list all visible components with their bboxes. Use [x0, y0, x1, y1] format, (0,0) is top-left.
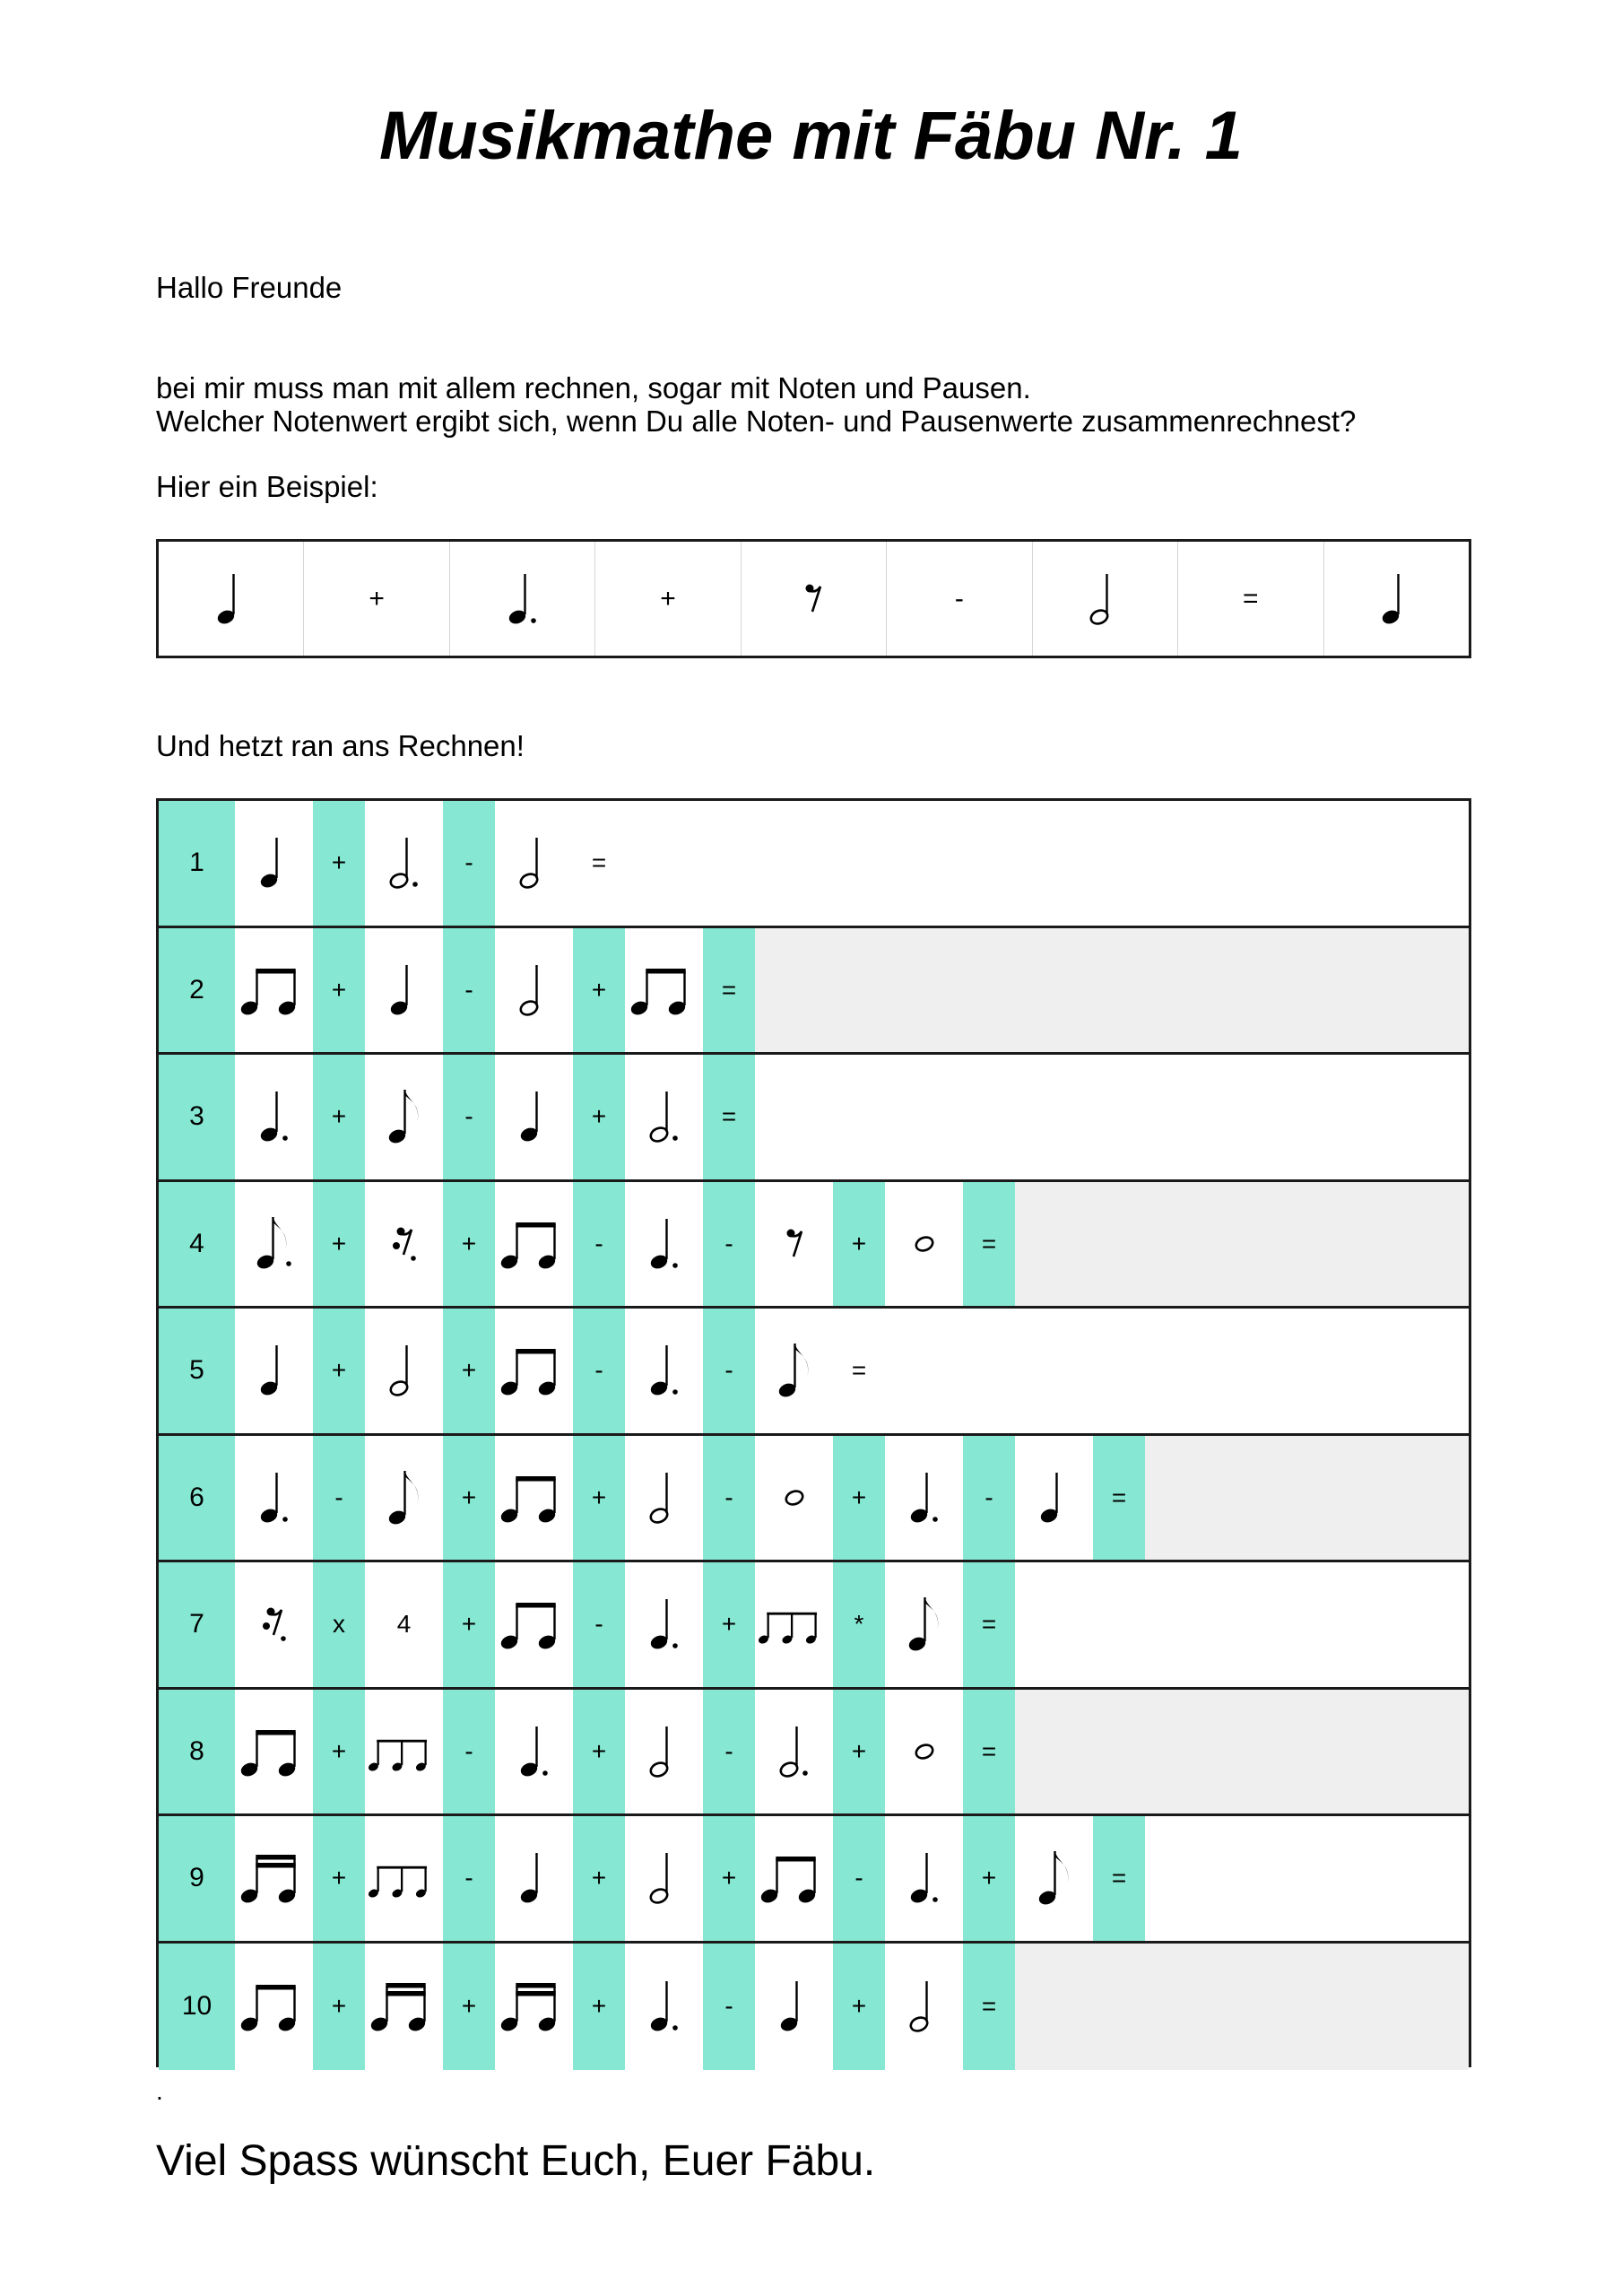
half-icon: [1067, 561, 1142, 637]
exercise-row: [159, 801, 1469, 928]
half-icon: [627, 1714, 702, 1789]
note-cell: [365, 1182, 443, 1307]
operator-cell: [313, 1055, 365, 1179]
exercise-number: 4: [189, 1228, 204, 1258]
exercise-number-cell: [159, 1436, 235, 1561]
exercise-row: [159, 1816, 1469, 1944]
operator-cell: [573, 801, 625, 926]
two-eighths-icon: [497, 1333, 572, 1408]
note-cell: [365, 928, 443, 1053]
example-note-cell: [450, 542, 595, 656]
note-cell: [365, 1816, 443, 1941]
eighth-icon: [887, 1587, 962, 1662]
note-cell: [755, 1816, 833, 1941]
operator-cell: [833, 1309, 885, 1433]
plus-sign: +: [461, 1992, 477, 2021]
note-cell: [495, 801, 573, 926]
minus-sign: -: [464, 1736, 473, 1765]
operator-cell: [573, 1562, 625, 1687]
equals-sign: =: [1111, 1864, 1127, 1892]
note-cell: [495, 1944, 573, 2071]
note-cell: [885, 1944, 963, 2071]
dotted-quarter-icon: [237, 1079, 312, 1154]
plus-sign: +: [331, 1736, 347, 1765]
note-cell: [625, 1690, 703, 1814]
exercise-number-cell: [159, 1690, 235, 1814]
note-cell: [755, 1690, 833, 1814]
note-cell: [625, 1309, 703, 1433]
example-note-cell: [159, 542, 304, 656]
exercise-number: 5: [189, 1355, 204, 1386]
dotted-sixteenth-rest-icon: [367, 1206, 442, 1282]
dotted-quarter-icon: [627, 1206, 702, 1282]
plus-sign: +: [461, 1483, 477, 1511]
note-cell: [365, 1309, 443, 1433]
note-cell: [625, 1816, 703, 1941]
note-cell: [235, 1690, 313, 1814]
equals-sign: =: [851, 1356, 867, 1385]
minus-sign: -: [464, 975, 473, 1004]
minus-sign: -: [464, 848, 473, 877]
operator-cell: [313, 1816, 365, 1941]
note-cell: [885, 1182, 963, 1307]
dotted-quarter-icon: [497, 1714, 572, 1789]
example-label: Hier ein Beispiel:: [156, 470, 378, 503]
operator-cell: [963, 1816, 1015, 1941]
example-operator: [595, 542, 741, 656]
operator-cell: [313, 1690, 365, 1814]
exercise-row: [159, 928, 1469, 1056]
note-cell: [625, 1055, 703, 1179]
example-note-cell: [1033, 542, 1178, 656]
whole-icon: [887, 1714, 962, 1789]
operator-cell: [963, 1944, 1015, 2071]
exercise-row: [159, 1562, 1469, 1690]
half-icon: [887, 1969, 962, 2044]
plus-sign: +: [331, 1356, 347, 1385]
plus-sign: +: [331, 1229, 347, 1257]
operator-cell: [573, 1816, 625, 1941]
quarter-icon: [194, 561, 269, 637]
operator-cell: [1093, 1816, 1145, 1941]
plus-sign: +: [591, 1992, 607, 2021]
note-cell: [1015, 1436, 1093, 1561]
exercise-row: [159, 1436, 1469, 1563]
note-cell: [885, 1436, 963, 1561]
exercise-number: 9: [189, 1863, 204, 1893]
operator-cell: [703, 1055, 755, 1179]
exercise-number-cell: [159, 1816, 235, 1941]
equals-sign: =: [1111, 1483, 1127, 1511]
separator-dot: .: [156, 2077, 163, 2105]
equals-sign: =: [1243, 583, 1259, 613]
minus-sign: -: [724, 1356, 733, 1385]
plus-sign: +: [591, 975, 607, 1004]
plus-sign: +: [660, 583, 676, 613]
closing-text: Viel Spass wünscht Euch, Euer Fäbu.: [156, 2137, 876, 2185]
quarter-icon: [757, 1969, 832, 2044]
equals-sign: =: [591, 848, 607, 877]
operator-cell: [313, 1436, 365, 1561]
operator-cell: [703, 1182, 755, 1307]
exercise-number: 3: [189, 1101, 204, 1132]
operator-cell: [313, 1562, 365, 1687]
note-cell: [885, 1690, 963, 1814]
plus-sign: +: [461, 1229, 477, 1257]
minus-sign: -: [594, 1356, 603, 1385]
exercise-number: 1: [189, 848, 204, 878]
exercise-number: 2: [189, 974, 204, 1004]
operator-cell: [833, 1690, 885, 1814]
operator-cell: [443, 1055, 495, 1179]
dotted-half-icon: [627, 1079, 702, 1154]
two-eighths-icon: [237, 952, 312, 1028]
operator-cell: [963, 1562, 1015, 1687]
answer-field[interactable]: [1015, 1182, 1469, 1307]
eighth-icon: [1017, 1840, 1092, 1916]
minus-sign: -: [334, 1483, 343, 1511]
answer-field[interactable]: [625, 801, 1469, 926]
half-icon: [497, 825, 572, 900]
note-cell: [625, 1436, 703, 1561]
two-eighths-icon: [497, 1460, 572, 1535]
plus-sign: +: [591, 1102, 607, 1131]
dotted-quarter-icon: [887, 1460, 962, 1535]
plus-sign: +: [851, 1736, 867, 1765]
eighth-rest-icon: [757, 1206, 832, 1282]
equals-sign: =: [721, 975, 737, 1004]
note-cell: [365, 1944, 443, 2071]
half-icon: [497, 952, 572, 1028]
operator-cell: [573, 1436, 625, 1561]
dotted-quarter-icon: [485, 561, 560, 637]
note-cell: [755, 1562, 833, 1687]
whole-icon: [757, 1460, 832, 1535]
example-operator: [887, 542, 1032, 656]
quarter-icon: [1017, 1460, 1092, 1535]
answer-field[interactable]: [1145, 1816, 1469, 1941]
dotted-sixteenth-rest-icon: [237, 1587, 312, 1662]
note-cell: [625, 1944, 703, 2071]
operator-cell: [573, 1055, 625, 1179]
two-eighths-icon: [237, 1969, 312, 2044]
exercise-number: 10: [181, 1991, 213, 2022]
operator-cell: [963, 1690, 1015, 1814]
exercise-row: [159, 1690, 1469, 1817]
whole-icon: [887, 1206, 962, 1282]
answer-field[interactable]: [1015, 1562, 1469, 1687]
dotted-quarter-icon: [627, 1333, 702, 1408]
operator-cell: [313, 801, 365, 926]
plus-sign: +: [331, 1864, 347, 1892]
plus-sign: +: [331, 975, 347, 1004]
note-cell: [625, 1182, 703, 1307]
operator-cell: [833, 1944, 885, 2071]
two-sixteenths-icon: [237, 1840, 312, 1916]
note-cell: [885, 1816, 963, 1941]
note-cell: [495, 928, 573, 1053]
equals-sign: =: [721, 1102, 737, 1131]
eighth-rest-icon: [776, 561, 851, 637]
note-cell: [1015, 1816, 1093, 1941]
example-note-cell: [742, 542, 887, 656]
dotted-quarter-icon: [627, 1969, 702, 2044]
operator-cell: [443, 801, 495, 926]
answer-field[interactable]: [755, 928, 1469, 1053]
eighth-icon: [367, 1460, 442, 1535]
operator-cell: [833, 1436, 885, 1561]
note-cell: [755, 1944, 833, 2071]
plus-sign: +: [851, 1992, 867, 2021]
plus-sign: +: [369, 583, 385, 613]
operator-cell: [703, 1816, 755, 1941]
minus-sign: -: [594, 1229, 603, 1257]
note-cell: [235, 1055, 313, 1179]
two-eighths-icon: [627, 952, 702, 1028]
triplet-eighths-icon: [755, 1587, 833, 1662]
note-cell: [755, 1182, 833, 1307]
equals-sign: =: [981, 1229, 997, 1257]
exercise-number: 8: [189, 1735, 204, 1766]
answer-field[interactable]: [1145, 1436, 1469, 1561]
dotted-quarter-icon: [237, 1460, 312, 1535]
equals-sign: =: [981, 1992, 997, 2021]
plus-sign: +: [981, 1864, 997, 1892]
note-cell: [495, 1055, 573, 1179]
note-cell: [365, 1055, 443, 1179]
answer-field[interactable]: [1015, 1690, 1469, 1814]
operator-cell: [313, 1309, 365, 1433]
answer-field[interactable]: [885, 1309, 1469, 1433]
note-cell: [235, 1562, 313, 1687]
exercise-row: [159, 1055, 1469, 1182]
quarter-icon: [367, 952, 442, 1028]
dotted-quarter-icon: [887, 1840, 962, 1916]
note-cell: [235, 928, 313, 1053]
half-icon: [627, 1460, 702, 1535]
operator-cell: [443, 1816, 495, 1941]
intro-text: bei mir muss man mit allem rechnen, sogar mit Noten und Pausen. Welcher Notenwert ergibt sich, wenn Du alle Noten- und Pausenwerte zusammenrechnest?: [156, 371, 1357, 438]
answer-field[interactable]: [755, 1055, 1469, 1179]
two-eighths-icon: [497, 1206, 572, 1282]
quarter-icon: [497, 1079, 572, 1154]
half-icon: [627, 1840, 702, 1916]
operator-cell: [573, 1182, 625, 1307]
note-cell: [365, 801, 443, 926]
quarter-icon: [1358, 561, 1434, 637]
note-cell: [365, 1436, 443, 1561]
page-title: Musikmathe mit Fäbu Nr. 1: [379, 98, 1243, 174]
example-operator: [1178, 542, 1323, 656]
plus-sign: +: [461, 1610, 477, 1639]
multiplier-value: 4: [396, 1610, 412, 1639]
equals-sign: =: [981, 1610, 997, 1639]
exercise-row: [159, 1309, 1469, 1436]
exercise-row: [159, 1944, 1469, 2071]
operator-cell: [443, 1944, 495, 2071]
plus-sign: +: [851, 1229, 867, 1257]
exercise-number: 7: [189, 1609, 204, 1639]
operator-cell: [703, 1562, 755, 1687]
exercise-number-cell: [159, 928, 235, 1053]
operator-cell: [573, 928, 625, 1053]
multiply-sign: *: [854, 1610, 864, 1639]
exercise-number-cell: [159, 1944, 235, 2071]
two-eighths-icon: [237, 1714, 312, 1789]
minus-sign: -: [724, 1483, 733, 1511]
plus-sign: +: [591, 1736, 607, 1765]
note-cell: [235, 1436, 313, 1561]
operator-cell: [703, 1944, 755, 2071]
times-sign: x: [333, 1610, 345, 1639]
triplet-eighths-icon: [365, 1840, 443, 1916]
minus-sign: -: [464, 1102, 473, 1131]
operator-cell: [443, 1436, 495, 1561]
plus-sign: +: [331, 1102, 347, 1131]
note-cell: [885, 1562, 963, 1687]
minus-sign: -: [724, 1992, 733, 2021]
exercise-grid: [156, 798, 1471, 2067]
exercises-label: Und hetzt ran ans Rechnen!: [156, 729, 525, 762]
note-cell: [235, 1944, 313, 2071]
operator-cell: [703, 1690, 755, 1814]
operator-cell: [1093, 1436, 1145, 1561]
plus-sign: +: [851, 1483, 867, 1511]
operator-cell: [443, 1309, 495, 1433]
minus-sign: -: [724, 1229, 733, 1257]
exercise-number: 6: [189, 1482, 204, 1512]
equals-sign: =: [981, 1736, 997, 1765]
eighth-icon: [757, 1333, 832, 1408]
two-eighths-icon: [757, 1840, 832, 1916]
operator-cell: [963, 1436, 1015, 1561]
note-cell: [495, 1562, 573, 1687]
multiplier-cell: [365, 1562, 443, 1687]
quarter-icon: [237, 825, 312, 900]
exercise-number-cell: [159, 1055, 235, 1179]
quarter-icon: [237, 1333, 312, 1408]
two-eighths-icon: [497, 1587, 572, 1662]
operator-cell: [443, 1182, 495, 1307]
operator-cell: [963, 1182, 1015, 1307]
operator-cell: [833, 1816, 885, 1941]
operator-cell: [573, 1944, 625, 2071]
note-cell: [235, 801, 313, 926]
exercise-number-cell: [159, 1562, 235, 1687]
operator-cell: [443, 1690, 495, 1814]
note-cell: [755, 1436, 833, 1561]
dotted-eighth-icon: [237, 1206, 312, 1282]
operator-cell: [833, 1562, 885, 1687]
half-icon: [367, 1333, 442, 1408]
note-cell: [755, 1309, 833, 1433]
operator-cell: [703, 928, 755, 1053]
exercise-number-cell: [159, 1309, 235, 1433]
note-cell: [235, 1816, 313, 1941]
exercise-number-cell: [159, 1182, 235, 1307]
operator-cell: [703, 1309, 755, 1433]
dotted-half-icon: [757, 1714, 832, 1789]
plus-sign: +: [721, 1610, 737, 1639]
example-equation: [156, 539, 1471, 658]
note-cell: [495, 1816, 573, 1941]
note-cell: [625, 928, 703, 1053]
operator-cell: [573, 1309, 625, 1433]
minus-sign: -: [954, 583, 964, 613]
operator-cell: [313, 1944, 365, 2071]
answer-field[interactable]: [1015, 1944, 1469, 2071]
example-operator: [304, 542, 449, 656]
note-cell: [495, 1436, 573, 1561]
operator-cell: [313, 928, 365, 1053]
note-cell: [365, 1690, 443, 1814]
two-sixteenths-icon: [367, 1969, 442, 2044]
note-cell: [625, 1562, 703, 1687]
operator-cell: [573, 1690, 625, 1814]
plus-sign: +: [331, 848, 347, 877]
dotted-half-icon: [367, 825, 442, 900]
note-cell: [495, 1182, 573, 1307]
minus-sign: -: [464, 1864, 473, 1892]
plus-sign: +: [591, 1483, 607, 1511]
note-cell: [495, 1309, 573, 1433]
operator-cell: [833, 1182, 885, 1307]
exercise-row: [159, 1182, 1469, 1309]
note-cell: [495, 1690, 573, 1814]
two-sixteenths-icon: [497, 1969, 572, 2044]
eighth-icon: [367, 1079, 442, 1154]
plus-sign: +: [331, 1992, 347, 2021]
plus-sign: +: [721, 1864, 737, 1892]
minus-sign: -: [854, 1864, 863, 1892]
triplet-eighths-icon: [365, 1714, 443, 1789]
example-note-cell: [1324, 542, 1469, 656]
operator-cell: [443, 1562, 495, 1687]
quarter-icon: [497, 1840, 572, 1916]
operator-cell: [313, 1182, 365, 1307]
operator-cell: [443, 928, 495, 1053]
greeting: Hallo Freunde: [156, 271, 343, 304]
operator-cell: [703, 1436, 755, 1561]
note-cell: [235, 1182, 313, 1307]
minus-sign: -: [984, 1483, 993, 1511]
minus-sign: -: [594, 1610, 603, 1639]
plus-sign: +: [461, 1356, 477, 1385]
exercise-number-cell: [159, 801, 235, 926]
plus-sign: +: [591, 1864, 607, 1892]
minus-sign: -: [724, 1736, 733, 1765]
note-cell: [235, 1309, 313, 1433]
dotted-quarter-icon: [627, 1587, 702, 1662]
